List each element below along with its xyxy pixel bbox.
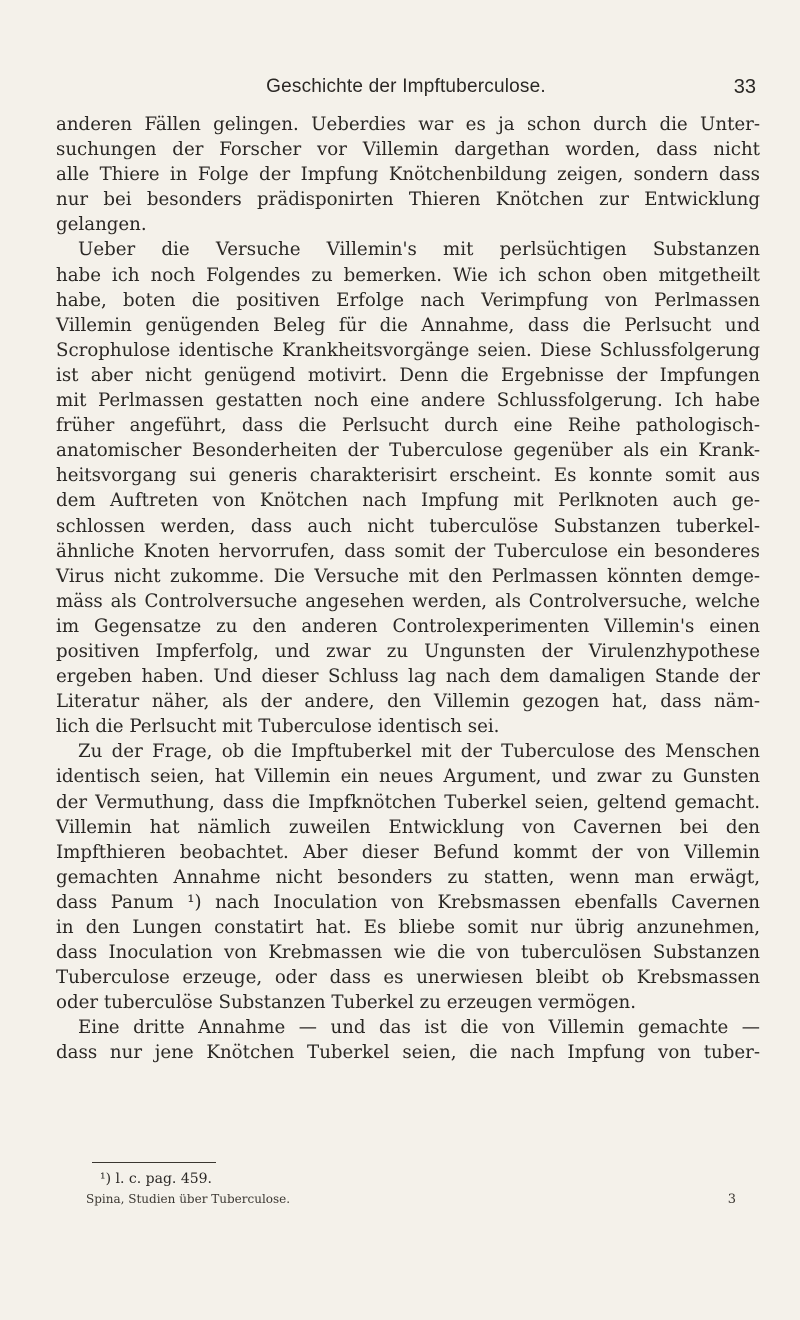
text-line: Literatur näher, als der andere, den Villemin gezogen hat, dass näm- — [56, 691, 760, 713]
text-line: habe, boten die positiven Erfolge nach Verimpfung von Perlmassen — [56, 289, 760, 311]
text-line: gemachten Annahme nicht besonders zu statten, wenn man erwägt, — [56, 866, 760, 888]
text-line: dass Panum ¹) nach Inoculation von Krebsmassen ebenfalls Cavernen — [56, 891, 760, 913]
text-line: anatomischer Besonderheiten der Tuberculose gegenüber als ein Krank- — [56, 440, 760, 462]
footnote: ¹) l. c. pag. 459. — [100, 1171, 212, 1187]
text-line: in den Lungen constatirt hat. Es bliebe somit nur übrig anzunehmen, — [56, 917, 760, 938]
text-line: lich die Perlsucht mit Tuberculose identisch sei. — [56, 716, 500, 738]
text-line: ist aber nicht genügend motivirt. Denn die Ergebnisse der Impfungen — [56, 364, 760, 386]
text-line: dass nur jene Knötchen Tuberkel seien, die nach Impfung von tuber- — [56, 1042, 760, 1064]
running-title: Geschichte der Impftuberculose. — [266, 76, 546, 97]
text-line: Villemin genügenden Beleg für die Annahme, dass die Perlsucht und — [56, 314, 760, 336]
text-line: suchungen der Forscher vor Villemin dargethan worden, dass nicht — [56, 139, 760, 161]
text-line: Virus nicht zukomme. Die Versuche mit den Perlmassen könnten demge- — [56, 565, 760, 587]
body-text — [56, 112, 760, 1066]
page-number: 33 — [733, 76, 756, 98]
text-line: identisch seien, hat Villemin ein neues Argument, und zwar zu Gunsten — [56, 766, 760, 788]
text-line: Tuberculose erzeuge, oder dass es unerwiesen bleibt ob Krebsmassen — [56, 967, 760, 989]
text-line: Villemin hat nämlich zuweilen Entwicklung von Cavernen bei den — [56, 816, 760, 838]
text-line: der Vermuthung, dass die Impfknötchen Tuberkel seien, geltend gemacht. — [56, 791, 760, 813]
text-line: Ueber die Versuche Villemin's mit perlsüchtigen Substanzen — [78, 239, 760, 261]
text-line: mäss als Controlversuche angesehen werden, als Controlversuche, welche — [56, 590, 760, 612]
footnote-divider — [92, 1162, 216, 1163]
text-line: anderen Fällen gelingen. Ueberdies war es ja schon durch die Unter- — [56, 114, 760, 135]
paragraph-2 — [56, 237, 760, 739]
text-line: habe ich noch Folgendes zu bemerken. Wie ich schon oben mitgetheilt — [56, 264, 760, 286]
text-line: positiven Impferfolg, und zwar zu Ungunsten der Virulenzhypothese — [56, 640, 760, 662]
text-line: heitsvorgang sui generis charakterisirt erscheint. Es konnte somit aus — [56, 465, 760, 487]
paragraph-1 — [56, 112, 760, 237]
text-line: ähnliche Knoten hervorrufen, dass somit der Tuberculose ein besonderes — [56, 540, 760, 562]
text-line: Scrophulose identische Krankheitsvorgänge seien. Diese Schlussfolgerung — [56, 339, 760, 361]
text-line: mit Perlmassen gestatten noch eine andere Schlussfolgerung. Ich habe — [56, 390, 760, 412]
text-line: gelangen. — [56, 214, 147, 236]
text-line: schlossen werden, dass auch nicht tuberculöse Substanzen tuberkel- — [56, 515, 760, 537]
text-line: alle Thiere in Folge der Impfung Knötchenbildung zeigen, sondern dass — [56, 164, 760, 186]
signature-mark: 3 — [727, 1192, 736, 1207]
text-line: dem Auftreten von Knötchen nach Impfung mit Perlknoten auch ge- — [56, 490, 760, 512]
text-line: Eine dritte Annahme — und das ist die von Villemin gemachte — — [78, 1017, 760, 1039]
text-line: früher angeführt, dass die Perlsucht durch eine Reihe pathologisch- — [56, 415, 760, 437]
paragraph-3 — [56, 739, 760, 1015]
text-line: oder tuberculöse Substanzen Tuberkel zu erzeugen vermögen. — [56, 992, 637, 1014]
text-line: nur bei besonders prädisponirten Thieren Knötchen zur Entwicklung — [56, 189, 760, 211]
text-line: ergeben haben. Und dieser Schluss lag nach dem damaligen Stande der — [56, 666, 760, 688]
text-line: dass Inoculation von Krebmassen wie die von tuberculösen Substanzen — [56, 942, 760, 964]
page-header — [56, 76, 756, 106]
paragraph-4 — [56, 1015, 760, 1065]
text-line: im Gegensatze zu den anderen Controlexperimenten Villemin's einen — [56, 615, 760, 637]
text-line: Zu der Frage, ob die Impftuberkel mit der Tuberculose des Menschen — [78, 741, 760, 763]
text-line: Impfthieren beobachtet. Aber dieser Befund kommt der von Villemin — [56, 841, 760, 863]
signature-line: Spina, Studien über Tuberculose. — [86, 1192, 291, 1206]
